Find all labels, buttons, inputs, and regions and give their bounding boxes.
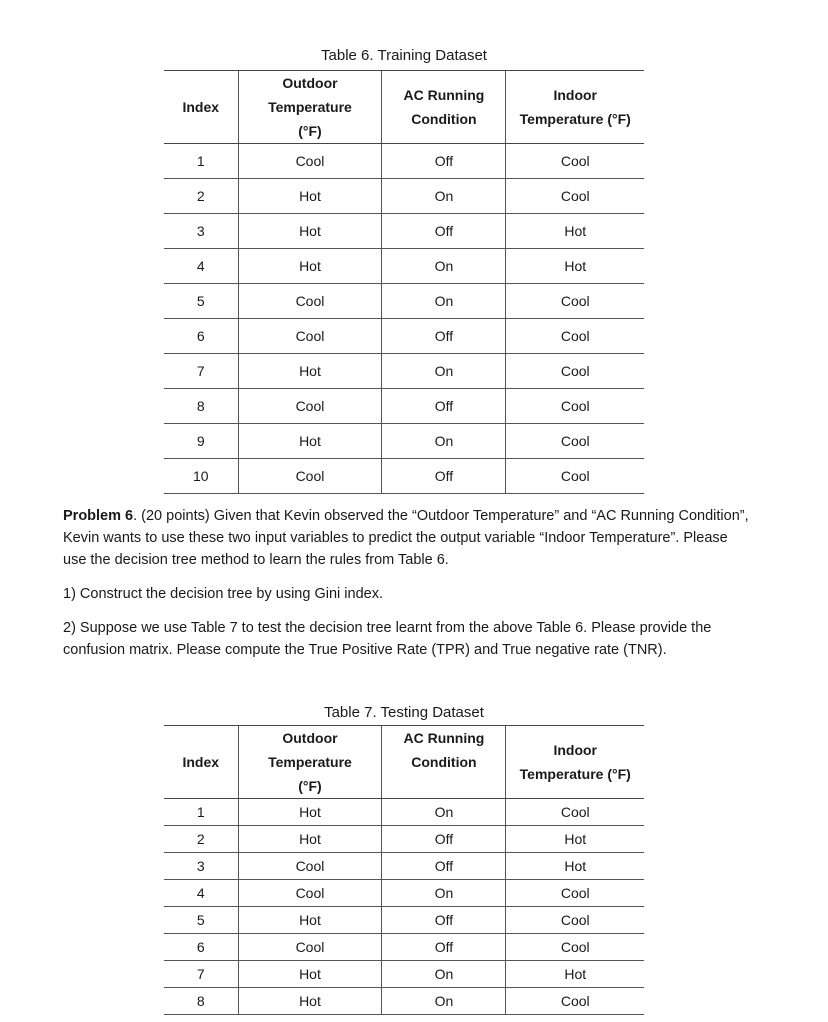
cell-outdoor: Hot xyxy=(238,988,382,1015)
cell-outdoor: Hot xyxy=(238,354,382,389)
table-header-row xyxy=(164,71,644,144)
cell-indoor: Cool xyxy=(506,144,644,179)
cell-index: 3 xyxy=(164,214,238,249)
cell-ac: Off xyxy=(382,214,506,249)
header-text: AC Running xyxy=(403,87,485,103)
cell-indoor: Hot xyxy=(506,214,644,249)
cell-indoor: Cool xyxy=(506,179,644,214)
cell-index: 10 xyxy=(164,459,238,494)
cell-indoor: Cool xyxy=(506,389,644,424)
cell-index: 7 xyxy=(164,354,238,389)
cell-ac: Off xyxy=(382,459,506,494)
cell-outdoor: Hot xyxy=(238,799,382,826)
cell-outdoor: Cool xyxy=(238,284,382,319)
cell-outdoor: Cool xyxy=(238,459,382,494)
cell-index: 2 xyxy=(164,179,238,214)
cell-ac: On xyxy=(382,249,506,284)
cell-indoor: Cool xyxy=(506,880,644,907)
cell-outdoor: Cool xyxy=(238,880,382,907)
cell-indoor: Hot xyxy=(506,249,644,284)
table-row xyxy=(164,284,644,319)
cell-indoor: Cool xyxy=(506,354,644,389)
cell-index: 4 xyxy=(164,249,238,284)
cell-ac: On xyxy=(382,179,506,214)
table-row xyxy=(164,459,644,494)
problem-statement xyxy=(63,505,753,673)
cell-index: 7 xyxy=(164,961,238,988)
problem-intro xyxy=(63,505,753,571)
question-2: 2) Suppose we use Table 7 to test the decision tree learnt from the above Table 6. Please provide the confusion matrix. Please compute the True Positive Rate (TPR) and True negative rate (TNR). xyxy=(63,620,712,658)
cell-ac: On xyxy=(382,988,506,1015)
cell-indoor: Cool xyxy=(506,459,644,494)
cell-index: 6 xyxy=(164,319,238,354)
cell-indoor: Cool xyxy=(506,284,644,319)
cell-ac: On xyxy=(382,880,506,907)
cell-indoor: Cool xyxy=(506,907,644,934)
cell-outdoor: Hot xyxy=(238,249,382,284)
header-text: Temperature (°F) xyxy=(519,111,631,127)
cell-ac: On xyxy=(382,354,506,389)
table-row xyxy=(164,214,644,249)
cell-outdoor: Cool xyxy=(238,319,382,354)
header-text: Indoor xyxy=(553,742,597,758)
training-dataset-table xyxy=(164,70,644,494)
table-row xyxy=(164,389,644,424)
cell-outdoor: Cool xyxy=(238,144,382,179)
table-row xyxy=(164,853,644,880)
header-outdoor-temperature xyxy=(238,726,382,799)
testing-dataset-table xyxy=(164,725,644,1015)
cell-outdoor: Cool xyxy=(238,853,382,880)
header-indoor-temperature xyxy=(506,71,644,144)
header-indoor-temperature xyxy=(506,726,644,799)
header-text: AC Running xyxy=(403,730,485,746)
cell-ac: Off xyxy=(382,853,506,880)
cell-ac: Off xyxy=(382,934,506,961)
table-row xyxy=(164,354,644,389)
cell-outdoor: Hot xyxy=(238,826,382,853)
header-outdoor-temperature xyxy=(238,71,382,144)
table-row xyxy=(164,988,644,1015)
cell-ac: On xyxy=(382,799,506,826)
cell-index: 5 xyxy=(164,284,238,319)
cell-indoor: Cool xyxy=(506,424,644,459)
table-row xyxy=(164,826,644,853)
table-row xyxy=(164,799,644,826)
header-ac-running-condition xyxy=(382,71,506,144)
cell-ac: Off xyxy=(382,319,506,354)
cell-index: 4 xyxy=(164,880,238,907)
table7-caption: Table 7. Testing Dataset xyxy=(324,704,484,721)
table-row xyxy=(164,424,644,459)
table-row xyxy=(164,249,644,284)
problem-label: Problem 6 xyxy=(63,508,134,524)
cell-index: 5 xyxy=(164,907,238,934)
header-text: Temperature xyxy=(268,99,352,115)
header-text: Outdoor xyxy=(282,75,338,91)
table-row xyxy=(164,319,644,354)
cell-outdoor: Hot xyxy=(238,179,382,214)
cell-ac: On xyxy=(382,284,506,319)
cell-outdoor: Hot xyxy=(238,907,382,934)
header-text: Temperature xyxy=(268,754,352,770)
table-row xyxy=(164,880,644,907)
header-text: Temperature (°F) xyxy=(519,766,631,782)
cell-ac: Off xyxy=(382,907,506,934)
cell-outdoor: Hot xyxy=(238,214,382,249)
header-ac-running-condition xyxy=(382,726,506,799)
table6-caption: Table 6. Training Dataset xyxy=(321,47,487,64)
header-text: Outdoor xyxy=(282,730,338,746)
header-index: Index xyxy=(164,71,238,144)
cell-indoor: Cool xyxy=(506,799,644,826)
header-text: (°F) xyxy=(298,778,322,794)
header-text: Indoor xyxy=(553,87,597,103)
cell-index: 6 xyxy=(164,934,238,961)
cell-index: 1 xyxy=(164,799,238,826)
table-row xyxy=(164,907,644,934)
cell-index: 3 xyxy=(164,853,238,880)
header-text: Condition xyxy=(411,111,477,127)
cell-ac: On xyxy=(382,424,506,459)
header-text: Condition xyxy=(411,754,477,770)
cell-index: 8 xyxy=(164,389,238,424)
cell-outdoor: Hot xyxy=(238,961,382,988)
cell-indoor: Cool xyxy=(506,934,644,961)
problem-intro-text: . (20 points) Given that Kevin observed the “Outdoor Temperature” and “AC Running Condition”, Kevin wants to use these two input variables to predict the output variable “Indoor Temperature”. Please use the decision tree method to learn the rules from Table 6. xyxy=(63,508,749,568)
cell-indoor: Hot xyxy=(506,853,644,880)
cell-ac: Off xyxy=(382,389,506,424)
table-row xyxy=(164,144,644,179)
header-index: Index xyxy=(164,726,238,799)
cell-outdoor: Cool xyxy=(238,389,382,424)
cell-indoor: Cool xyxy=(506,988,644,1015)
cell-index: 2 xyxy=(164,826,238,853)
cell-ac: Off xyxy=(382,144,506,179)
table-row xyxy=(164,934,644,961)
cell-index: 9 xyxy=(164,424,238,459)
cell-index: 8 xyxy=(164,988,238,1015)
cell-ac: Off xyxy=(382,826,506,853)
cell-indoor: Hot xyxy=(506,826,644,853)
cell-outdoor: Cool xyxy=(238,934,382,961)
cell-index: 1 xyxy=(164,144,238,179)
table-row xyxy=(164,179,644,214)
cell-indoor: Cool xyxy=(506,319,644,354)
cell-outdoor: Hot xyxy=(238,424,382,459)
cell-indoor: Hot xyxy=(506,961,644,988)
header-text: (°F) xyxy=(298,123,322,139)
table-header-row xyxy=(164,726,644,799)
table-row xyxy=(164,961,644,988)
cell-ac: On xyxy=(382,961,506,988)
question-1: 1) Construct the decision tree by using Gini index. xyxy=(63,586,383,602)
